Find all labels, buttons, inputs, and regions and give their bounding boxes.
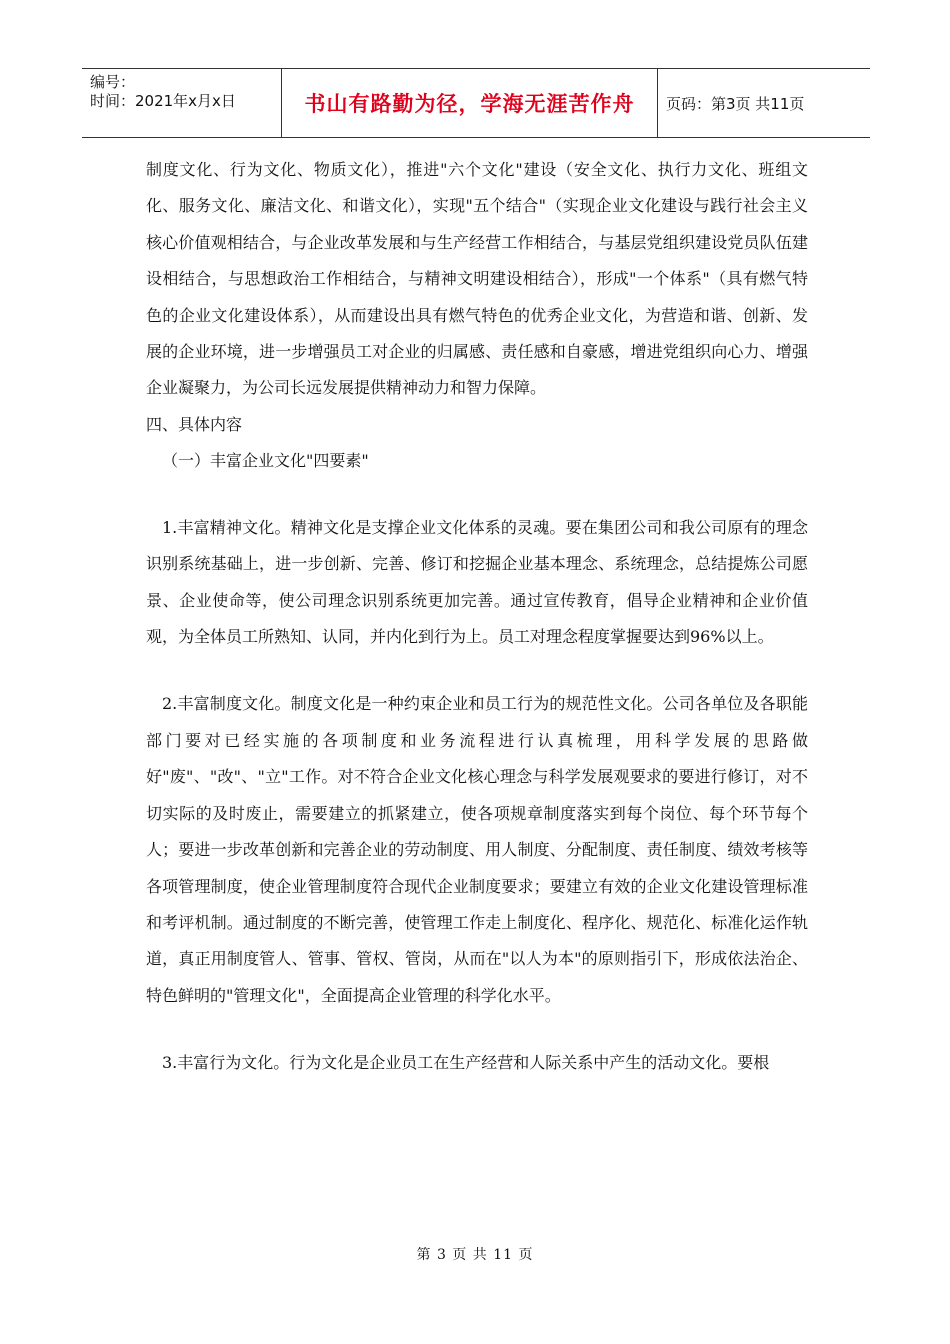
document-header (82, 68, 870, 138)
document-body (146, 152, 808, 1082)
paragraph-spiritual-culture: 1.丰富精神文化。精神文化是支撑企业文化体系的灵魂。要在集团公司和我公司原有的理念识别系统基础上，进一步创新、完善、修订和挖掘企业基本理念、系统理念，总结提炼公司愿景、企业使命等，使公司理念识别系统更加完善。通过宣传教育，倡导企业精神和企业价值观，为全体员工所熟知、认同，并内化到行为上。员工对理念程度掌握要达到96%以上。 (146, 517, 808, 647)
sub-heading: （一）丰富企业文化"四要素" (162, 450, 369, 470)
header-meta-cell (82, 69, 282, 137)
header-page-info: 页码：第3页 共11页 (666, 94, 805, 113)
paragraph-institutional-culture: 2.丰富制度文化。制度文化是一种约束企业和员工行为的规范性文化。公司各单位及各职能部门要对已经实施的各项制度和业务流程进行认真梳理，用科学发展的思路做好"废"、"改"、"立"工作。对不符合企业文化核心理念与科学发展观要求的要进行修订，对不切实际的及时废止，需要建立的抓紧建立，使各项规章制度落实到每个岗位、每个环节每个人；要进一步改革创新和完善企业的劳动制度、用人制度、分配制度、责任制度、绩效考核等各项管理制度，使企业管理制度符合现代企业制度要求；要建立有效的企业文化建设管理标准和考评机制。通过制度的不断完善，使管理工作走上制度化、程序化、规范化、标准化运作轨道，真正用制度管人、管事、管权、管岗，从而在"以人为本"的原则指引下，形成依法治企、特色鲜明的"管理文化"，全面提高企业管理的科学化水平。 (146, 694, 808, 1005)
document-number-label: 编号： (90, 73, 136, 91)
header-slogan: 书山有路勤为径，学海无涯苦作舟 (282, 69, 658, 137)
paragraph-behavioral-culture: 3.丰富行为文化。行为文化是企业员工在生产经营和人际关系中产生的活动文化。要根 (162, 1053, 770, 1073)
page-footer: 第 3 页 共 11 页 (416, 1247, 534, 1263)
section-heading: 四、具体内容 (146, 414, 243, 434)
intro-paragraph: 制度文化、行为文化、物质文化），推进"六个文化"建设（安全文化、执行力文化、班组文化、服务文化、廉洁文化、和谐文化），实现"五个结合"（实现企业文化建设与践行社会主义核心价值观相结合，与企业改革发展和与生产经营工作相结合，与基层党组织建设党员队伍建设相结合，与思想政治工作相结合，与精神文明建设相结合），形成"一个体系"（具有燃气特色的企业文化建设体系），从而建设出具有燃气特色的优秀企业文化，为营造和谐、创新、发展的企业环境，进一步增强员工对企业的归属感、责任感和自豪感，增进党组织向心力、增强企业凝聚力，为公司长远发展提供精神动力和智力保障。 (146, 160, 808, 398)
document-time-label: 时间：2021年x月x日 (90, 92, 236, 110)
